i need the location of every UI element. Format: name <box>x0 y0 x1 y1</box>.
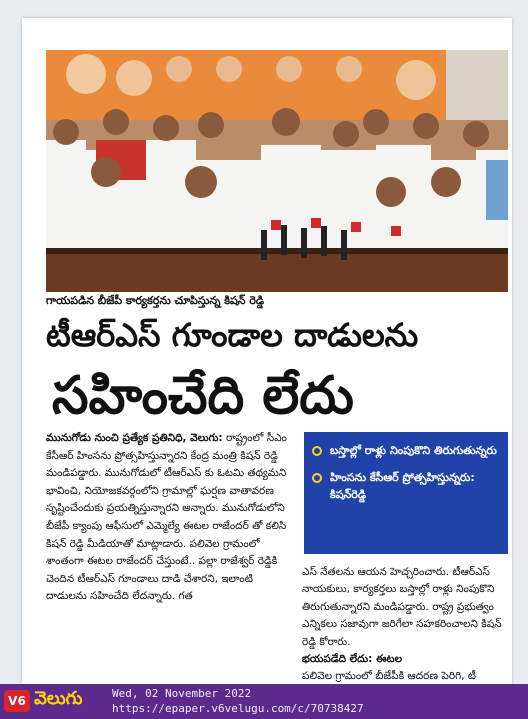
article-body-left: రాష్ట్రంలో సీఎం కేసీఆర్ హింసను ప్రోత్సహిస్తున్నారని కేంద్ర మంత్రి కిషన్ రెడ్డి మండిపడ్డారు. మునుగోడులో టీఆర్ఎస్ కు ఓటమి తథ్యమని భావించి, నియోజకవర్గంలోని గ్రామాల్లో ఘర్షణ వాతావరణ సృష్టించేందుకు ప్రయత్నిస్తున్నారని అన్నారు. మునుగోడులోని బీజేపీ క్యాంపు ఆఫీసులో ఎమ్మెల్యే ఈటల రాజేందర్ తో కలిసి కిషన్ రెడ్డి మీడియాతో మాట్లాడారు. పలివెల గ్రామంలో శాంతంగా ఈటల రాజేందర్ చేస్తుంటే.. పల్లా రాజేశ్వర్ రెడ్డికి చెందిన టీఆర్ఎస్ గూండాలు దాడి చేశారని, ఇలాంటి దాడులను సహించేది లేదన్నారు. గత <box>46 432 287 603</box>
bullet-ring-icon <box>312 473 322 483</box>
highlight-text: బస్తాల్లో రాళ్లు నింపుకొని తిరుగుతున్నరు <box>330 444 497 457</box>
highlights-box <box>304 432 508 554</box>
article-dateline: మునుగోడు నుంచి ప్రత్యేక ప్రతినిధి, వెలుగు: <box>46 432 223 444</box>
photo-caption: గాయపడిన బీజేపీ కార్యకర్తను చూపిస్తున్న కిషన్ రెడ్డి <box>46 294 265 307</box>
article-left-column <box>46 430 288 606</box>
logo-text: వెలుగు <box>34 688 83 709</box>
epaper-footer-bar <box>0 684 528 719</box>
article-body-right-tail: పలివెల గ్రామంలో బీజేపీకి ఆదరణ పెరిగి, టీ <box>302 670 477 683</box>
photo-illustration <box>46 50 508 292</box>
v6-velugu-logo[interactable] <box>4 687 88 716</box>
edition-date: Wed, 02 November 2022 <box>112 687 252 700</box>
newspaper-clipping <box>22 18 512 684</box>
v6-logo-icon: V6 <box>4 690 30 712</box>
highlight-item <box>312 469 500 503</box>
article-subhead: భయపడేది లేదు: ఈటల <box>302 653 403 666</box>
article-body-right: ఎస్ నేతలను ఆయన హెచ్చరించారు. టీఆర్ఎస్ నాయకులు, కార్యకర్తలు బస్తాల్లో రాళ్లు నింపుకొని తిరుగుతున్నారని మండిపడ్డారు. రాష్ట్ర ప్రభుత్వం ఎన్నికలు సజావుగా జరిగేలా సహకరించాలని కిషన్ రెడ్డి కోరారు. <box>302 566 502 648</box>
article-right-column <box>302 564 508 684</box>
press-conference-photo <box>46 50 508 292</box>
bullet-ring-icon <box>312 446 322 456</box>
headline-line-2: సహించేది లేదు <box>52 366 354 426</box>
highlight-text: హింసను కేసీఆర్ ప్రోత్సహిస్తున్నరు: కిషన్‌రెడ్డి <box>330 471 475 501</box>
highlight-item <box>312 442 500 459</box>
epaper-link[interactable]: https://epaper.v6velugu.com/c/70738427 <box>112 702 364 715</box>
headline-line-1: టీఆర్ఎస్ గూండాల దాడులను <box>46 316 419 354</box>
